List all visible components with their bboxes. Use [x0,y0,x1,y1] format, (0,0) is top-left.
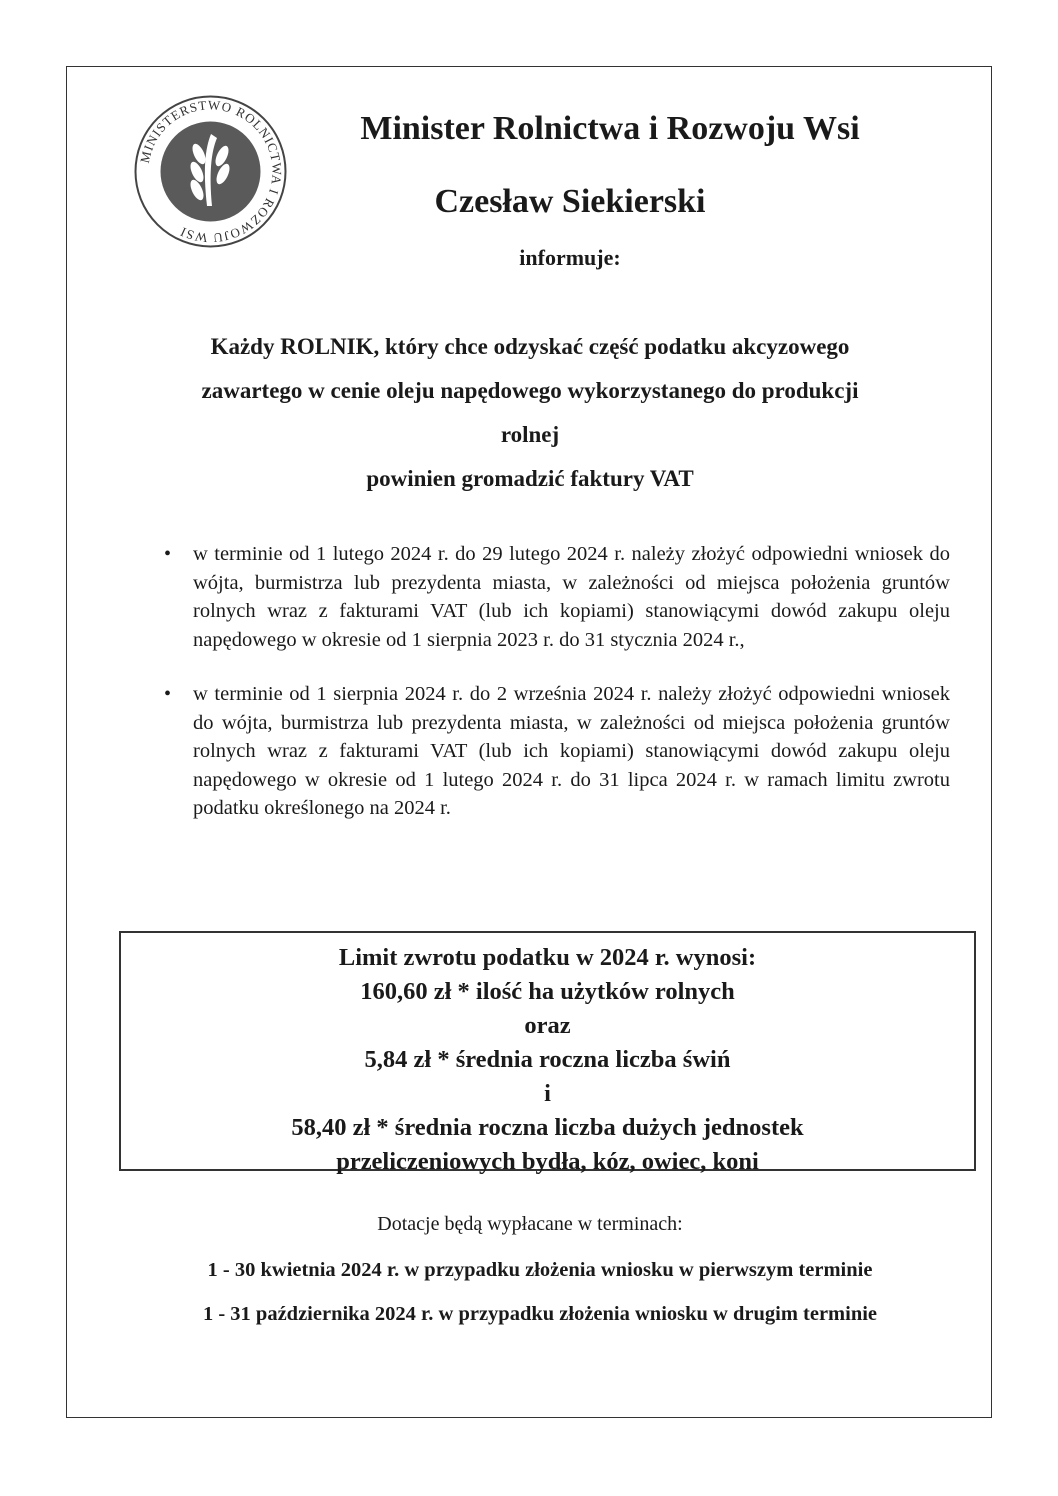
seal-graphic [133,94,288,249]
payout-second-term: 1 - 31 października 2024 r. w przypadku złożenia wniosku w drugim terminie [202,1303,878,1325]
limit-box [119,931,976,1175]
informs-label: informuje: [519,245,621,270]
minister-name: Czesław Siekierski [434,183,706,220]
lead-line: zawartego w cenie oleju napędowego wykorzystanego do produkcji [201,378,859,403]
lead-line: powinien gromadzić faktury VAT [366,466,694,491]
payout-intro: Dotacje będą wypłacane w terminach: [377,1213,683,1235]
limit-line: Limit zwrotu podatku w 2024 r. wynosi: [338,944,757,971]
limit-line: 5,84 zł * średnia roczna liczba świń [364,1046,731,1073]
minister-title: Minister Rolnictwa i Rozwoju Wsi [360,110,860,147]
limit-line: 58,40 zł * średnia roczna liczba dużych jednostek [291,1114,804,1141]
ministry-seal [133,94,288,249]
list-item: • w terminie od 1 sierpnia 2024 r. do 2 września 2024 r. należy złożyć odpowiedni wniosek do wójta, burmistrza lub prezydenta miasta, w zależności od miejsca położenia gruntów rolnych wraz z fakturami VAT (lub ich kopiami) stanowiącymi dowód zakupu oleju napędowego w okresie od 1 lutego 2024 r. do 31 lipca 2024 r. w ramach limitu zwrotu podatku określonego na 2024 r. [160,680,950,823]
limit-line: oraz [524,1012,571,1039]
svg-text:MINISTERSTWO ROLNICTWA I ROZWO: MINISTERSTWO ROLNICTWA I ROZWOJU WSI [136,97,285,246]
limit-line: i [544,1080,551,1107]
list-item: • w terminie od 1 lutego 2024 r. do 29 lutego 2024 r. należy złożyć odpowiedni wniosek do wójta, burmistrza lub prezydenta miasta, w zależności od miejsca położenia gruntów rolnych wraz z fakturami VAT (lub ich kopiami) stanowiącymi dowód zakupu oleju napędowego w okresie od 1 sierpnia 2023 r. do 31 stycznia 2024 r., [160,540,950,654]
limit-line: 160,60 zł * ilość ha użytków rolnych [360,978,735,1005]
lead-line: rolnej [500,422,560,447]
deadline-list [160,540,950,849]
payout-first-term: 1 - 30 kwietnia 2024 r. w przypadku złożenia wniosku w pierwszym terminie [207,1259,873,1281]
limit-line: przeliczeniowych bydła, kóz, owiec, koni [336,1148,759,1175]
lead-line: Każdy ROLNIK, który chce odzyskać część podatku akcyzowego [210,334,850,359]
lead-paragraph [120,325,940,501]
